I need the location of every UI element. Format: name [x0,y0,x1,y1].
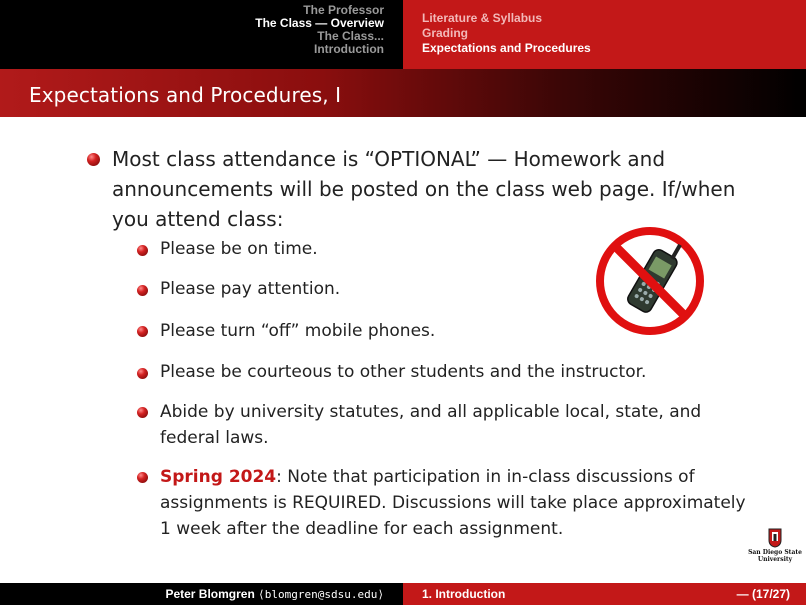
footer-author: Peter Blomgren [165,587,255,601]
footer-email: ⟨blomgren@sdsu.edu⟩ [258,588,384,601]
bullet-ball-icon [137,368,148,379]
university-logo [748,528,802,568]
footer-section[interactable]: 1. Introduction [422,587,506,601]
logo-text: San Diego State University [748,549,802,563]
footer-section-bar [403,583,806,605]
bullet-ball-icon [137,472,148,483]
semester-emphasis: Spring 2024 [160,467,277,487]
footer-page-number: — (17/27) [736,587,790,601]
nav-section-class-overview[interactable]: The Class — Overview [255,16,384,30]
sub-bullet-6 [160,464,760,542]
nav-section-class-more[interactable]: The Class... [317,29,384,43]
bullet-ball-icon [137,245,148,256]
sub-bullet-2: Please pay attention. [160,279,341,299]
sub-bullet-3: Please turn “off” mobile phones. [160,321,436,341]
sub-bullet-4: Please be courteous to other students and the instructor. [160,362,647,382]
nav-subsection-grading[interactable]: Grading [422,26,469,40]
sdsu-seal-icon [767,528,783,548]
bullet-ball-icon [137,407,148,418]
sub-bullet-1: Please be on time. [160,239,318,259]
nav-subsection-expectations[interactable]: Expectations and Procedures [422,41,591,55]
nav-subsection-literature[interactable]: Literature & Syllabus [422,11,543,25]
subsection-navigation [403,0,806,69]
sub-bullet-5: Abide by university statutes, and all applicable local, state, and federal laws. [160,402,702,448]
nav-section-introduction[interactable]: Introduction [314,42,384,56]
frame-title: Expectations and Procedures, I [29,83,342,107]
bullet-ball-icon [137,285,148,296]
bullet-ball-icon [87,153,100,166]
main-bullet-text: Most class attendance is “OPTIONAL” — Homework and announcements will be posted on the class web page. If/when you attend class: [112,147,736,231]
bullet-ball-icon [137,326,148,337]
no-phone-icon [594,225,706,337]
frame-title-bar [0,69,806,117]
sub-bullet-6-text: : Note that participation in in-class discussions of assignments is REQUIRED. Discussions will take place approximately 1 week after the deadline for each assignment. [160,467,746,539]
section-navigation [0,0,403,69]
nav-section-professor[interactable]: The Professor [303,3,384,17]
footer-author-bar [0,583,403,605]
